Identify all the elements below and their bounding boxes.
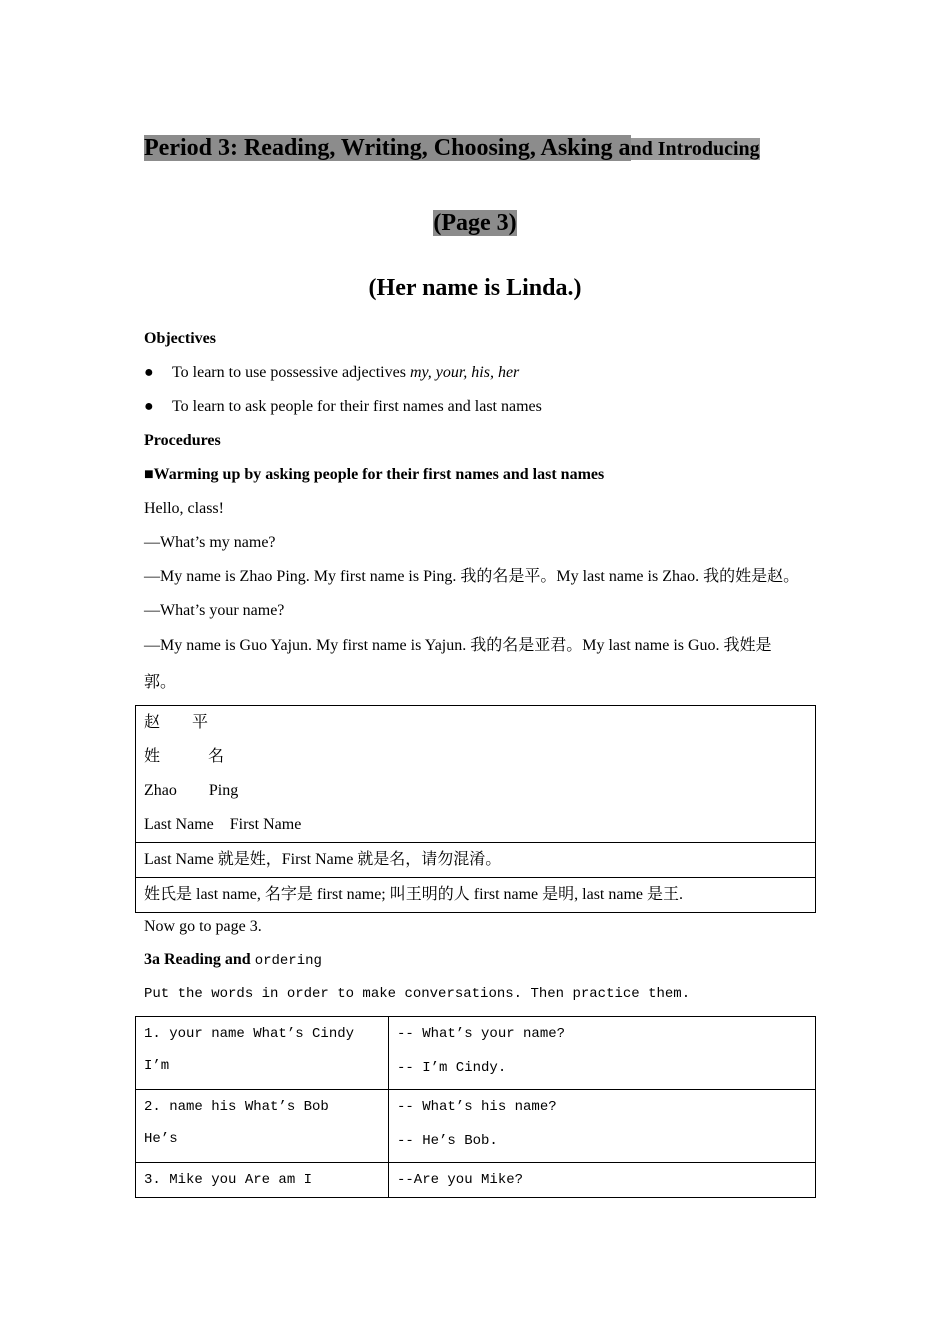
name-explanation-table <box>135 705 816 913</box>
ordering-row <box>136 1017 816 1090</box>
dialogue-line: —My name is Zhao Ping. My first name is Ping. 我的名是平。My last name is Zhao. 我的姓是赵。 <box>144 568 800 585</box>
dialogue-line: Hello, class! <box>144 500 224 517</box>
title-rest-part: nd Introducing <box>630 138 760 160</box>
ordering-row <box>136 1090 816 1163</box>
name-example-cell: 赵 平 姓 名 Zhao Ping Last Name First Name <box>136 706 816 843</box>
warmup-heading: ■Warming up by asking people for their first names and last names <box>144 466 605 483</box>
answer-cell: --Are you Mike? <box>389 1163 816 1198</box>
scrambled-words-cell: 3. Mike you Are am I <box>136 1163 389 1198</box>
dialogue-line: —My name is Guo Yajun. My first name is Yajun. 我的名是亚君。My last name is Guo. 我姓是 <box>144 637 772 654</box>
ordering-row <box>136 1163 816 1198</box>
dialogue-line: —What’s my name? <box>144 534 276 551</box>
scrambled-words-cell: 2. name his What’s Bob He’s <box>136 1090 389 1163</box>
dialogue-line: —What’s your name? <box>144 602 285 619</box>
section-3a-instruction: Put the words in order to make conversations. Then practice them. <box>144 986 691 1002</box>
bullet-icon: ● <box>144 364 154 381</box>
objective-item: ● To learn to use possessive adjectives my, your, his, her <box>144 364 520 381</box>
lesson-title: (Her name is Linda.) <box>368 275 582 301</box>
page-subtitle: (Page 3) <box>433 210 517 236</box>
ordering-table <box>135 1016 816 1198</box>
name-note-cell: 姓氏是 last name, 名字是 first name; 叫王明的人 first name 是明, last name 是王. <box>136 878 816 913</box>
section-3a-heading: 3a Reading and ordering <box>144 951 322 969</box>
title-highlighted-part: Period 3: Reading, Writing, Choosing, Asking a <box>144 135 631 161</box>
objective-item: ● To learn to ask people for their first names and last names <box>144 398 542 415</box>
answer-cell: -- What’s your name? -- I’m Cindy. <box>389 1017 816 1090</box>
dialogue-line: 郭。 <box>144 674 177 691</box>
name-note-cell: Last Name 就是姓，First Name 就是名，请勿混淆。 <box>136 843 816 878</box>
page-title <box>144 133 806 163</box>
answer-cell: -- What’s his name? -- He’s Bob. <box>389 1090 816 1163</box>
scrambled-words-cell: 1. your name What’s Cindy I’m <box>136 1017 389 1090</box>
bullet-icon: ● <box>144 398 154 415</box>
procedures-heading: Procedures <box>144 432 221 449</box>
page-instruction: Now go to page 3. <box>144 918 262 935</box>
objectives-heading: Objectives <box>144 330 216 347</box>
